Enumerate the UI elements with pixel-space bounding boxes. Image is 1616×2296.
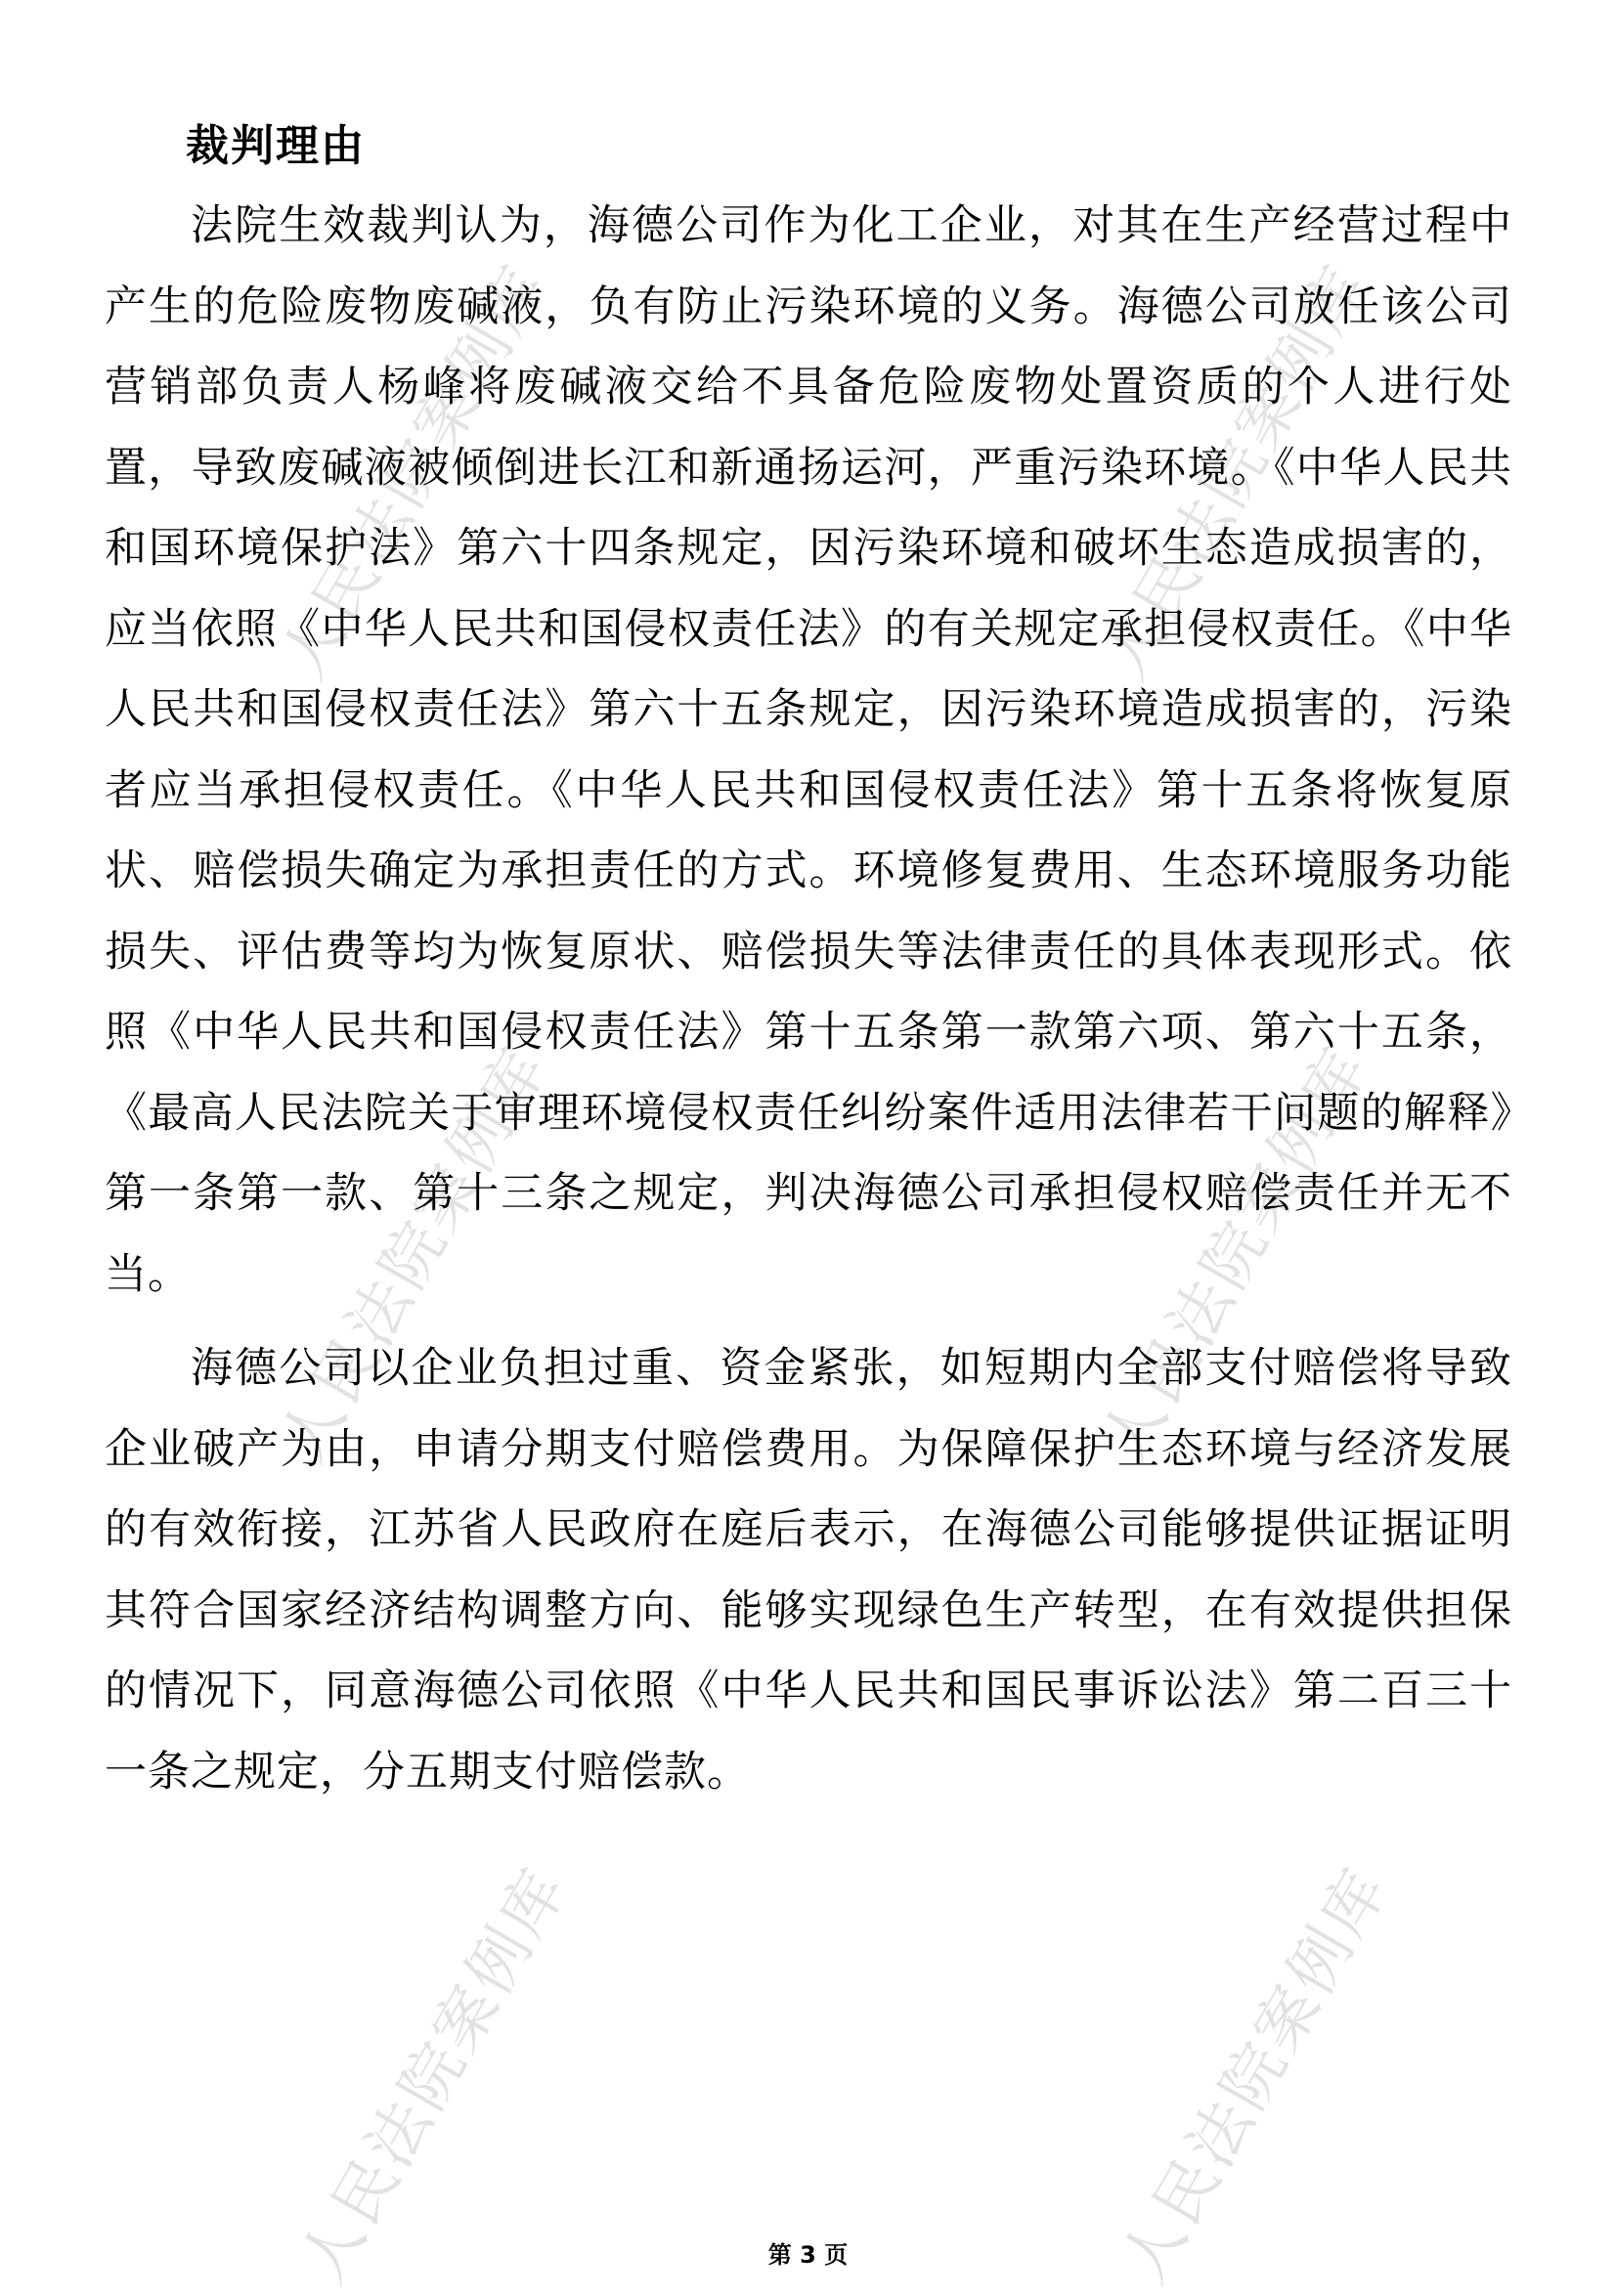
watermark: 人民法院案例库 bbox=[1088, 252, 1384, 692]
watermark: 人民法院案例库 bbox=[267, 252, 563, 692]
watermark: 人民法院案例库 bbox=[286, 1855, 583, 2295]
watermark: 人民法院案例库 bbox=[1108, 1855, 1404, 2295]
watermark: 人民法院案例库 bbox=[1088, 1034, 1384, 1474]
paragraph: 海德公司以企业负担过重、资金紧张，如短期内全部支付赔偿将导致企业破产为由，申请分期支付赔偿费用。为保障保护生态环境与经济发展的有效衔接，江苏省人民政府在庭后表示，在海德公司能够提供证据证明其符合国家经济结构调整方向、能够实现绿色生产转型，在有效提供担保的情况下，同意海德公司依照《中华人民共和国民事诉讼法》第二百三十一条之规定，分五期支付赔偿款。 bbox=[105, 1344, 1512, 1797]
section-heading: 裁判理由 bbox=[186, 121, 366, 171]
paragraph: 法院生效裁判认为，海德公司作为化工企业，对其在生产经营过程中产生的危险废物废碱液，负有防止污染环境的义务。海德公司放任该公司营销部负责人杨峰将废碱液交给不具备危险废物处置资质的个人进行处置，导致废碱液被倾倒进长江和新通扬运河，严重污染环境。《中华人民共和国环境保护法》第六十四条规定，因污染环境和破坏生态造成损害的，应当依照《中华人民共和国侵权责任法》的有关规定承担侵权责任。《中华人民共和国侵权责任法》第六十五条规定，因污染环境造成损害的，污染者应当承担侵权责任。《中华人民共和国侵权责任法》第十五条将恢复原状、赔偿损失确定为承担责任的方式。环境修复费用、生态环境服务功能损失、评估费等均为恢复原状、赔偿损失等法律责任的具体表现形式。依照《中华人民共和国侵权责任法》第十五条第一款第六项、第六十五条，《最高人民法院关于审理环境侵权责任纠纷案件适用法律若干问题的解释》第一条第一款、第十三条之规定，判决海德公司承担侵权赔偿责任并无不当。 bbox=[105, 201, 1512, 1299]
document-body bbox=[105, 186, 1512, 1812]
page-number: 第 3 页 bbox=[767, 2241, 849, 2269]
watermark: 人民法院案例库 bbox=[267, 1034, 563, 1474]
